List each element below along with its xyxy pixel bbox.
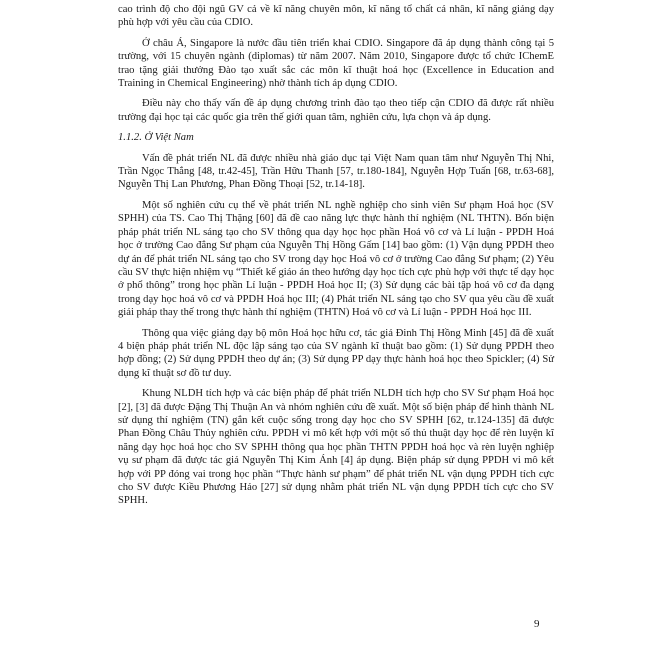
page-number: 9 [534,618,540,630]
paragraph-cdio-lecturers: cao trình độ cho đội ngũ GV cả về kĩ năng chuyên môn, kĩ năng tổ chất cá nhân, kĩ năng giảng dạy phù hợp với yêu cầu của CDIO. [118,4,554,29]
paragraph-cdio-summary: Điều này cho thấy vấn đề áp dụng chương trình đào tạo theo tiếp cận CDIO đã được rất nhiều trường đại học tại các quốc gia trên thế giới quan tâm, nghiên cứu, lựa chọn và áp dụng. [118,98,554,123]
page-body [118,3,554,515]
paragraph-vietnam-researchers: Vấn đề phát triển NL đã được nhiều nhà giáo dục tại Việt Nam quan tâm như Nguyễn Thị Nhi, Trần Ngọc Thắng [48, tr.42-45], Trần Hữu Thanh [57, tr.180-184], Nguyễn Hợp Tuấn [68, tr.63-68], Nguyễn Thị Lan Phương, Phan Đồng Thoại [52, tr.14-18]. [118,152,554,191]
paragraph-organic-chemistry: Thông qua việc giảng dạy bộ môn Hoá học hữu cơ, tác giả Đinh Thị Hồng Minh [45] đã đề xuất 4 biện pháp phát triển NL độc lập sáng tạo của SV ngành kĩ thuật bao gồm: (1) Sử dụng PPDH theo hợp đồng; (2) Sử dụng PPDH theo dự án; (3) Sử dụng PP dạy thực hành hoá học theo Spickler; (4) Sử dụng kĩ thuật sơ đồ tư duy. [118,327,554,379]
section-heading-vietnam: 1.1.2. Ở Việt Nam [118,132,194,144]
paragraph-sphh-competence: Một số nghiên cứu cụ thể về phát triển NL nghề nghiệp cho sinh viên Sư phạm Hoá học (SV SPHH) của TS. Cao Thị Thặng [60] đã đề cao năng lực thực hành thí nghiệm (NL THTN). Bốn biện pháp phát triển NL sáng tạo cho SV thông qua dạy học học phần Hoá vô cơ và Lí luận - PPDH Hoá học ở trường Cao đẳng Sư phạm của Nguyễn Thị Hồng Gấm [14] bao gồm: (1) Vận dụng PPDH theo dự án để phát triển NL sáng tạo cho SV trong dạy học Hoá vô cơ ở trường Cao đẳng Sư phạm; (2) Yêu cầu SV thực hiện nhiệm vụ “Thiết kế giáo án theo hướng dạy học tích cực phù hợp với thực tế dạy học ở phổ thông” trong học phần Lí luận - PPDH Hoá học II; (3) Sử dụng các bài tập hoá vô cơ đa dạng trong dạy học hoá vô cơ và PPDH Hoá học III; (4) Phát triển NL sáng tạo cho SV qua yêu cầu đề xuất giải pháp thay thế trong thực hành thí nghiệm (THTN) Hoá vô cơ và Lí luận - PPDH Hoá học III. [118,199,554,319]
paragraph-singapore: Ở châu Á, Singapore là nước đầu tiên triển khai CDIO. Singapore đã áp dụng thành công tại 5 trường, với 15 chuyên ngành (diplomas) từ năm 2007. Năm 2010, Singapore được tổ chức IChemE trao tặng giải thưởng Đào tạo xuất sắc các môn kĩ thuật hoá học (Excellence in Education and Training in Chemical Engineering) nhờ thành tích áp dụng CDIO. [118,37,554,90]
paragraph-integrated-teaching: Khung NLDH tích hợp và các biện pháp để phát triển NLDH tích hợp cho SV Sư phạm Hoá học [2], [3] đã được Đặng Thị Thuận An và nhóm nghiên cứu đề xuất. Một số biện pháp để hình thành NL sử dụng thí nghiệm (TN) gắn kết cuộc sống trong dạy học cho SV SPHH [62, tr.124-135] đã được Phan Đồng Châu Thủy nghiên cứu. PPDH vi mô kết hợp với một số thủ thuật dạy học để rèn luyện kĩ năng dạy học hoá học cho SV SPHH thông qua học phần THTN PPDH hoá học và rèn luyện nghiệp vụ sư phạm đã được tác giả Nguyễn Thị Kim Ánh [4] áp dụng. Biện pháp sử dụng PPDH vi mô kết hợp với PP đóng vai trong học phần “Thực hành sư phạm” để phát triển NL vận dụng PPDH tích cực cho SV được Kiều Phương Hảo [27] sử dụng nhằm phát triển NL vận dụng PPDH tích cực cho SV SPHH. [118,388,554,507]
